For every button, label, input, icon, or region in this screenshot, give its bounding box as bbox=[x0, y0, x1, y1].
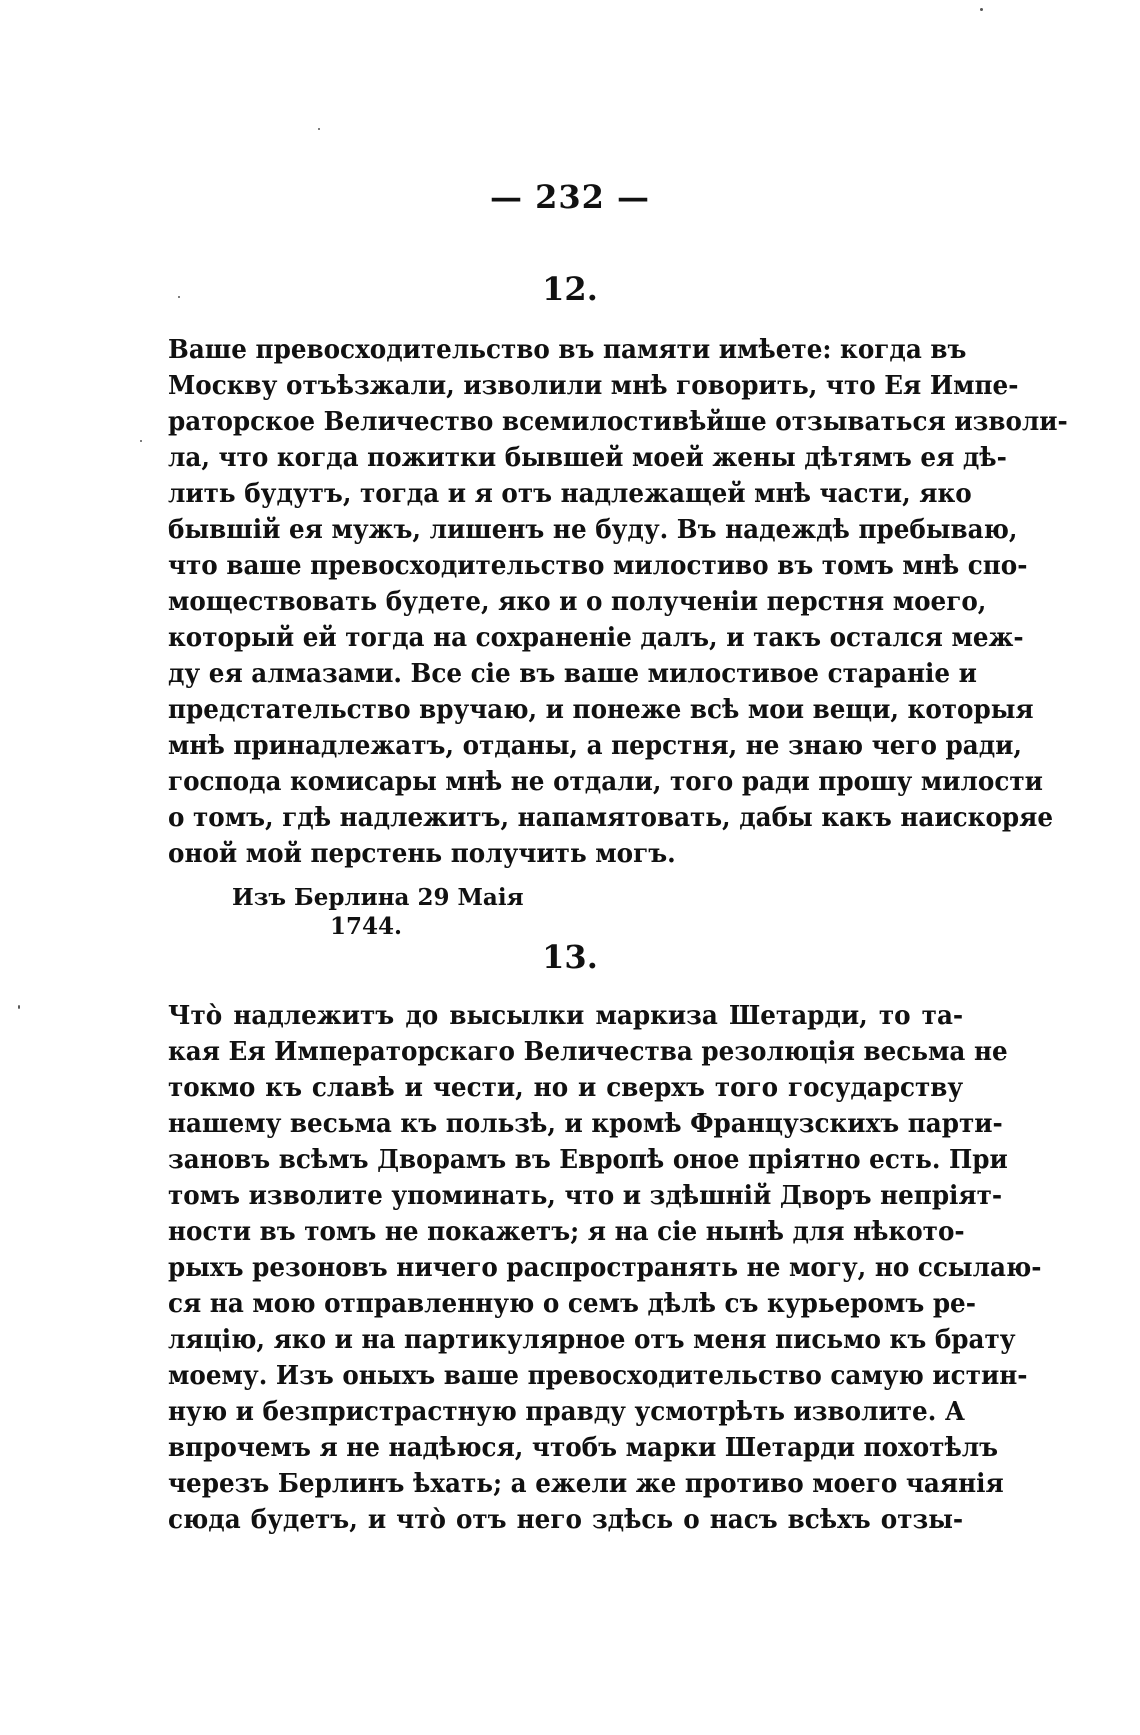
text-line: ляцію, яко и на партикулярное отъ меня письмо къ брату bbox=[168, 1324, 1016, 1355]
text-line: бывшій ея мужъ, лишенъ не буду. Въ надеждѣ пребываю, bbox=[168, 514, 1018, 545]
text-line: предстательство вручаю, и понеже всѣ мои вещи, которыя bbox=[168, 694, 1034, 725]
scan-speck bbox=[18, 1005, 20, 1009]
text-line: сюда будетъ, и что̀ отъ него здѣсь о насъ всѣхъ отзы- bbox=[168, 1504, 964, 1535]
section-12-text bbox=[168, 332, 1068, 872]
text-line: моему. Изъ оныхъ ваше превосходительство самую истин- bbox=[168, 1360, 1028, 1391]
scan-speck bbox=[178, 296, 180, 298]
text-line: рыхъ резоновъ ничего распространять не могу, но ссылаю- bbox=[168, 1252, 1042, 1283]
text-line: мнѣ принадлежатъ, отданы, а перстня, не знаю чего ради, bbox=[168, 730, 1022, 761]
text-line: кая Ея Императорскаго Величества резолюція весьма не bbox=[168, 1036, 1008, 1067]
text-line: о томъ, гдѣ надлежитъ, напамятовать, дабы какъ наискоряе bbox=[168, 802, 1054, 833]
text-line: Ваше превосходительство въ памяти имѣете: когда въ bbox=[168, 334, 967, 365]
signature-year: 1744. bbox=[330, 913, 403, 940]
text-line: который ей тогда на сохраненіе далъ, и такъ остался меж- bbox=[168, 622, 1024, 653]
text-line: нашему весьма къ пользѣ, и кромѣ Французскихъ парти- bbox=[168, 1108, 1003, 1139]
text-line: впрочемъ я не надѣюся, чтобъ марки Шетарди похотѣлъ bbox=[168, 1432, 999, 1463]
text-line: лить будутъ, тогда и я отъ надлежащей мнѣ части, яко bbox=[168, 478, 972, 509]
scan-speck bbox=[318, 128, 320, 130]
signature-place-date: Изъ Берлина 29 Маія bbox=[232, 884, 524, 911]
text-line: моществовать будете, яко и о полученіи перстня моего, bbox=[168, 586, 987, 617]
text-line: томъ изволите упоминать, что и здѣшній Дворъ непріят- bbox=[168, 1180, 1003, 1211]
text-line: оной мой перстень получить могъ. bbox=[168, 838, 676, 869]
text-line: ную и безпристрастную правду усмотрѣть изволите. А bbox=[168, 1396, 965, 1427]
section-13-text bbox=[168, 998, 1042, 1538]
text-line: раторское Величество всемилостивѣйше отзываться изволи- bbox=[168, 406, 1068, 437]
text-line: Что̀ надлежитъ до высылки маркиза Шетарди, то та- bbox=[168, 1000, 964, 1031]
text-line: ся на мою отправленную о семъ дѣлѣ съ курьеромъ ре- bbox=[168, 1288, 976, 1319]
text-line: господа комисары мнѣ не отдали, того ради прошу милости bbox=[168, 766, 1043, 797]
page-number: — 232 — bbox=[489, 178, 651, 216]
text-line: токмо къ славѣ и чести, но и сверхъ того государству bbox=[168, 1072, 964, 1103]
text-line: Москву отъѣзжали, изволили мнѣ говорить, что Ея Импе- bbox=[168, 370, 1019, 401]
text-line: черезъ Берлинъ ѣхать; а ежели же противо моего чаянія bbox=[168, 1468, 1004, 1499]
text-line: ности въ томъ не покажетъ; я на сіе нынѣ для нѣкото- bbox=[168, 1216, 965, 1247]
scan-speck bbox=[140, 440, 142, 442]
section-number-13: 13. bbox=[542, 938, 598, 976]
text-line: ла, что когда пожитки бывшей моей жены дѣтямъ ея дѣ- bbox=[168, 442, 1007, 473]
section-number-12: 12. bbox=[542, 270, 598, 308]
scan-speck bbox=[980, 8, 983, 11]
text-line: зановъ всѣмъ Дворамъ въ Европѣ оное пріятно есть. При bbox=[168, 1144, 1008, 1175]
text-line: что ваше превосходительство милостиво въ томъ мнѣ спо- bbox=[168, 550, 1028, 581]
text-line: ду ея алмазами. Все сіе въ ваше милостивое стараніе и bbox=[168, 658, 977, 689]
